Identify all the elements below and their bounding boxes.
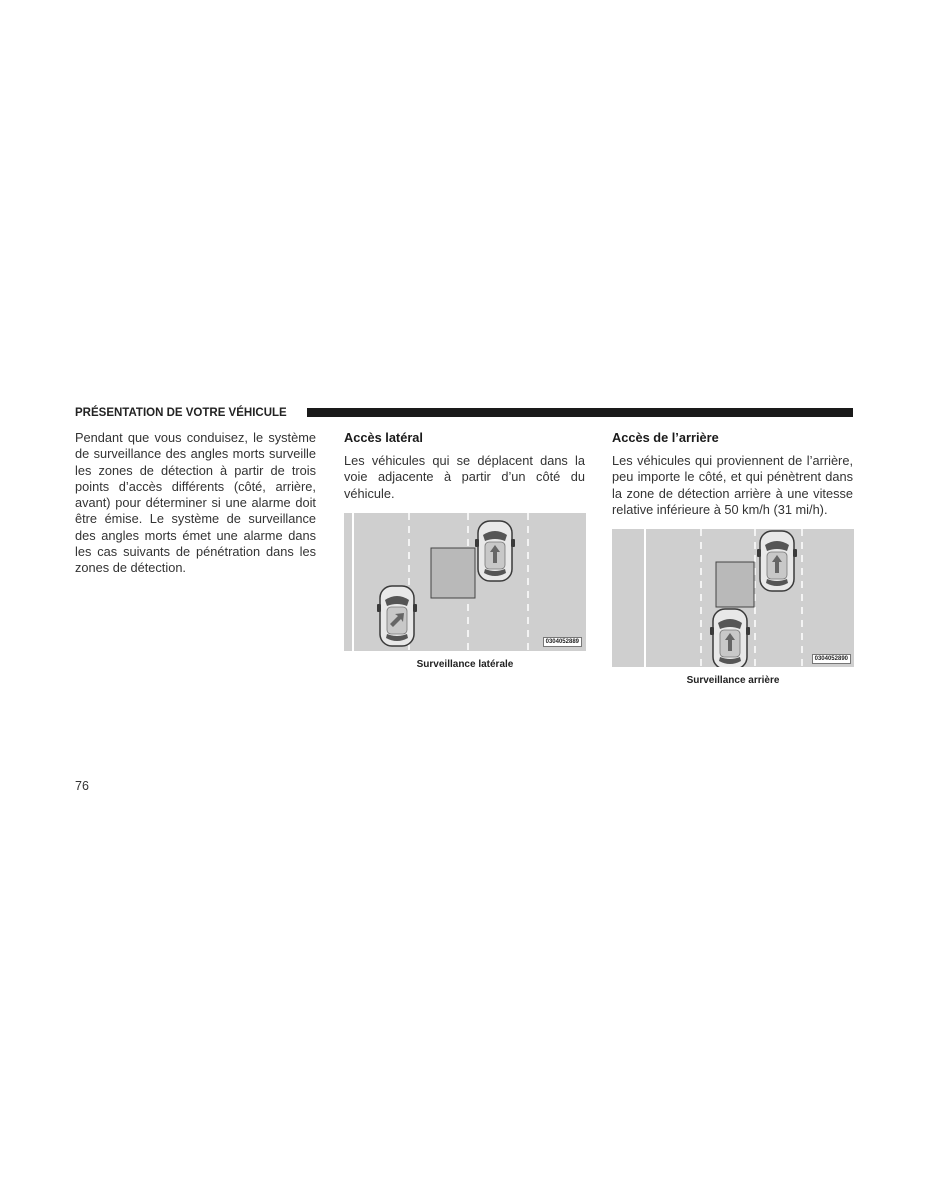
figure-caption: Surveillance latérale [416, 659, 514, 670]
car-approaching-rear [710, 609, 750, 667]
detection-zone [716, 562, 754, 607]
figure-code: 0304052890 [812, 654, 851, 664]
figure-code: 0304052889 [543, 637, 582, 647]
intro-paragraph: Pendant que vous conduisez, le système de surveillance des angles morts surveille les zones de détection à partir de trois points d’accès différents (côté, arrière, avant) pour déterminer si une alarme doit être émise. Le système de surveillance des angles morts émet une alarme dans les cas suivants de pénétration dans les zones de détection. [75, 430, 316, 576]
car-ahead [475, 521, 515, 581]
side-monitoring-illustration [344, 513, 586, 651]
car-ahead [757, 531, 797, 591]
figure-caption: Surveillance arrière [686, 675, 780, 686]
detection-zone [431, 548, 475, 598]
side-monitoring-figure [344, 513, 586, 651]
rear-monitoring-figure [612, 529, 854, 667]
page-number: 76 [75, 779, 89, 793]
rear-access-paragraph: Les véhicules qui proviennent de l’arrière, peu importe le côté, et qui pénètrent dans la zone de détection arrière à une vitesse relative inférieure à 50 km/h (31 mi/h). [612, 453, 853, 517]
section-title: PRÉSENTATION DE VOTRE VÉHICULE [75, 407, 287, 419]
side-access-heading: Accès latéral [344, 430, 423, 445]
side-access-paragraph: Les véhicules qui se déplacent dans la voie adjacente à partir d’un côté du véhicule. [344, 453, 585, 501]
section-rule [307, 408, 853, 417]
car-approaching-side [377, 586, 417, 646]
rear-access-heading: Accès de l’arrière [612, 430, 719, 445]
rear-monitoring-illustration [612, 529, 854, 667]
section-header [75, 405, 853, 421]
